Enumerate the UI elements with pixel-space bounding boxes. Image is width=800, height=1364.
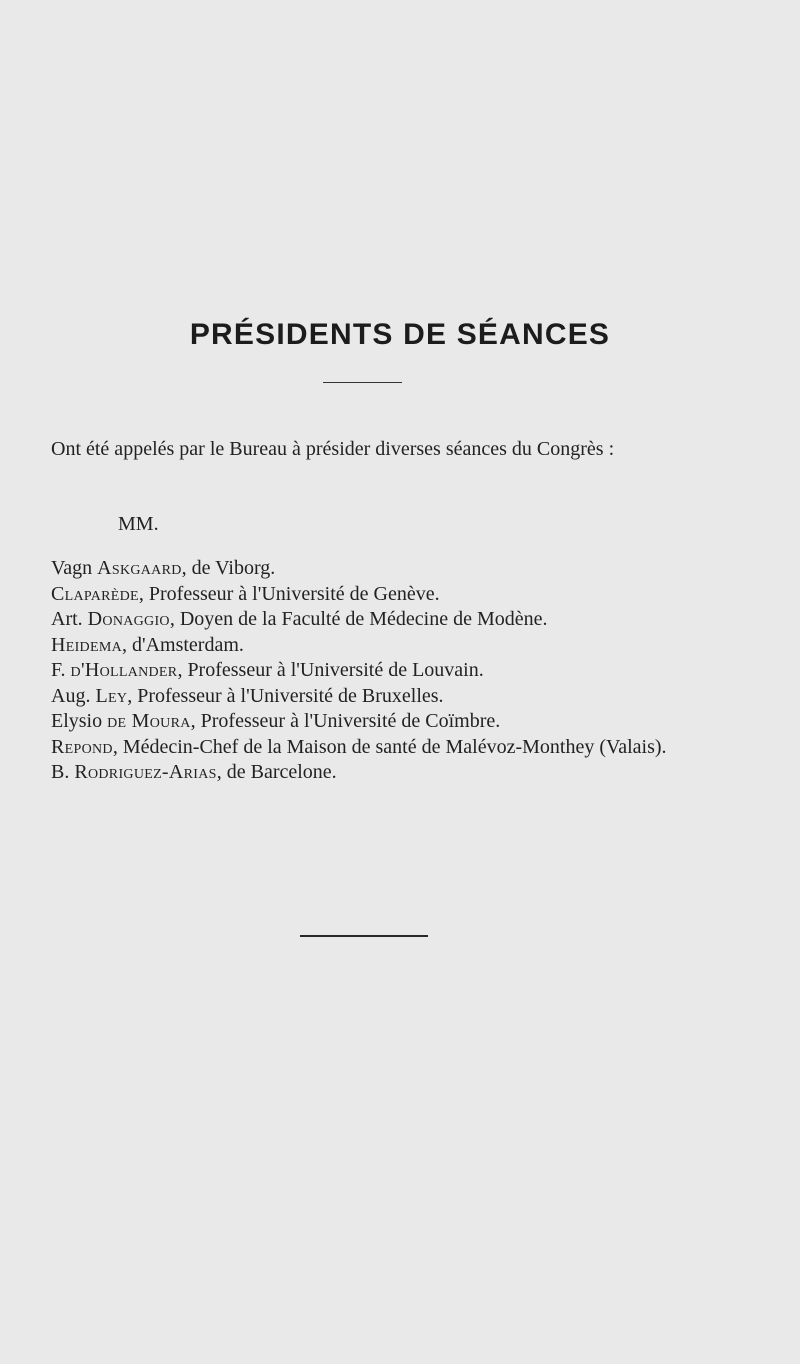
name-prefix: Elysio bbox=[51, 710, 108, 732]
president-name: Repond bbox=[51, 735, 113, 758]
president-details: , Professeur à l'Université de Genève. bbox=[138, 582, 440, 605]
presidents-list bbox=[51, 556, 683, 786]
president-details: , de Viborg. bbox=[181, 557, 276, 579]
list-item bbox=[51, 735, 683, 761]
president-details: , Professeur à l'Université de Louvain. bbox=[177, 659, 484, 681]
president-details: , de Barcelone. bbox=[216, 761, 337, 783]
president-name: Askgaard bbox=[97, 557, 182, 579]
president-details: , Médecin-Chef de la Maison de santé de Malévoz-Monthey (Valais). bbox=[112, 735, 667, 758]
name-prefix: F. bbox=[51, 659, 71, 681]
list-item bbox=[51, 607, 683, 633]
salutation: MM. bbox=[118, 513, 159, 535]
president-name: Claparède bbox=[51, 582, 139, 605]
president-details: , Doyen de la Faculté de Médecine de Modène. bbox=[169, 608, 548, 630]
list-item bbox=[51, 709, 683, 735]
president-details: , Professeur à l'Université de Bruxelles. bbox=[127, 684, 444, 707]
president-name: Heidema bbox=[51, 633, 122, 656]
list-item bbox=[51, 658, 683, 684]
page-title: PRÉSIDENTS DE SÉANCES bbox=[189, 318, 611, 351]
list-item bbox=[51, 684, 683, 710]
president-name: Rodriguez-Arias bbox=[74, 761, 217, 783]
intro-paragraph: Ont été appelés par le Bureau à présider diverses séances du Congrès : bbox=[51, 438, 615, 460]
president-details: , d'Amsterdam. bbox=[121, 633, 244, 656]
president-name: Ley bbox=[95, 684, 128, 707]
list-item bbox=[51, 633, 683, 659]
title-divider bbox=[323, 382, 402, 383]
president-name: d'Hollander bbox=[70, 659, 178, 681]
president-name: de Moura bbox=[107, 710, 191, 732]
name-prefix: Vagn bbox=[51, 557, 98, 579]
name-prefix: B. bbox=[51, 761, 75, 783]
list-item bbox=[51, 582, 683, 608]
president-details: , Professeur à l'Université de Coïmbre. bbox=[190, 710, 501, 732]
list-item bbox=[51, 556, 683, 582]
list-item bbox=[51, 760, 683, 786]
president-name: Donaggio bbox=[87, 608, 170, 630]
closing-divider bbox=[300, 935, 428, 937]
name-prefix: Art. bbox=[51, 608, 88, 630]
name-prefix: Aug. bbox=[51, 684, 96, 707]
